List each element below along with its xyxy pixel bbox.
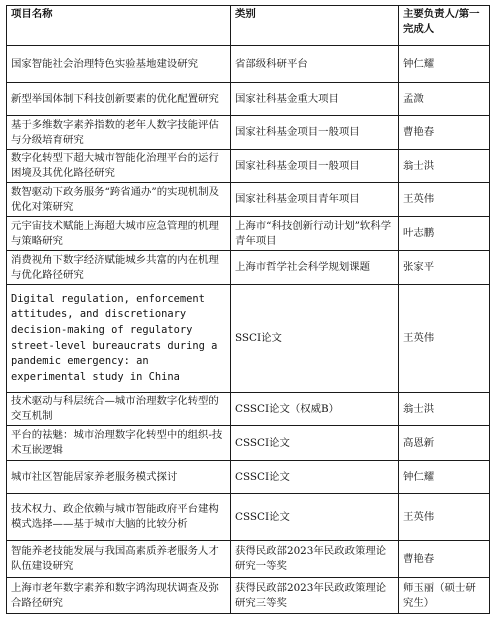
table-row	[7, 116, 490, 150]
cell-category: SSCI论文	[231, 285, 399, 393]
cell-category: 国家社科基金重大项目	[231, 83, 399, 116]
table-row	[7, 461, 490, 494]
cell-lead: 王英伟	[399, 183, 490, 217]
header-project-name: 项目名称	[7, 6, 231, 46]
cell-lead: 翁士洪	[399, 393, 490, 426]
header-category: 类别	[231, 6, 399, 46]
table-row	[7, 285, 490, 393]
cell-category: 省部级科研平台	[231, 46, 399, 83]
cell-lead: 曹艳春	[399, 541, 490, 578]
cell-project-name: 消费视角下数字经济赋能城乡共富的内在机理与优化路径研究	[7, 251, 231, 285]
cell-category: 国家社科基金项目一般项目	[231, 150, 399, 183]
cell-project-name: Digital regulation, enforcement attitudes, and discretionary decision-making of regulatory street-level bureaucrats during a pandemic emergency: an experimental study in China	[7, 285, 231, 393]
cell-lead: 钟仁耀	[399, 461, 490, 494]
cell-project-name: 上海市老年数字素养和数字鸿沟现状调查及弥合路径研究	[7, 578, 231, 614]
table-row	[7, 46, 490, 83]
cell-lead: 师玉丽（硕士研究生）	[399, 578, 490, 614]
table-row	[7, 393, 490, 426]
cell-project-name: 数智驱动下政务服务“跨省通办”的实现机制及优化对策研究	[7, 183, 231, 217]
table-row	[7, 578, 490, 614]
table-row	[7, 183, 490, 217]
cell-project-name: 元宇宙技术赋能上海超大城市应急管理的机理与策略研究	[7, 217, 231, 251]
table-row	[7, 251, 490, 285]
cell-lead: 王英伟	[399, 494, 490, 541]
cell-lead: 钟仁耀	[399, 46, 490, 83]
cell-category: 获得民政部2023年民政政策理论研究三等奖	[231, 578, 399, 614]
table-row	[7, 150, 490, 183]
cell-lead: 曹艳春	[399, 116, 490, 150]
cell-category: CSSCI论文	[231, 461, 399, 494]
cell-project-name: 新型举国体制下科技创新要素的优化配置研究	[7, 83, 231, 116]
table-row	[7, 426, 490, 461]
cell-project-name: 智能养老技能发展与我国高素质养老服务人才队伍建设研究	[7, 541, 231, 578]
cell-project-name: 城市社区智能居家养老服务模式探讨	[7, 461, 231, 494]
cell-project-name: 国家智能社会治理特色实验基地建设研究	[7, 46, 231, 83]
table-row	[7, 217, 490, 251]
cell-category: 上海市哲学社会科学规划课题	[231, 251, 399, 285]
cell-lead: 高恩新	[399, 426, 490, 461]
cell-project-name: 技术驱动与科层统合—城市治理数字化转型的交互机制	[7, 393, 231, 426]
cell-lead: 叶志鹏	[399, 217, 490, 251]
table-row	[7, 83, 490, 116]
cell-category: 获得民政部2023年民政政策理论研究一等奖	[231, 541, 399, 578]
table-header-row	[7, 6, 490, 46]
cell-lead: 王英伟	[399, 285, 490, 393]
cell-category: 国家社科基金项目一般项目	[231, 116, 399, 150]
cell-category: CSSCI论文（权威B）	[231, 393, 399, 426]
table-row	[7, 494, 490, 541]
cell-lead: 张家平	[399, 251, 490, 285]
header-lead: 主要负责人/第一完成人	[399, 6, 490, 46]
cell-project-name: 技术权力、政企依赖与城市智能政府平台建构模式选择——基于城市大脑的比较分析	[7, 494, 231, 541]
cell-category: CSSCI论文	[231, 494, 399, 541]
project-table	[6, 5, 490, 614]
cell-lead: 翁士洪	[399, 150, 490, 183]
cell-lead: 孟溦	[399, 83, 490, 116]
cell-category: 国家社科基金项目青年项目	[231, 183, 399, 217]
table-row	[7, 541, 490, 578]
cell-project-name: 平台的祛魅：城市治理数字化转型中的组织-技术互嵌逻辑	[7, 426, 231, 461]
cell-category: CSSCI论文	[231, 426, 399, 461]
project-table-sheet	[6, 5, 489, 614]
cell-project-name: 基于多维数字素养指数的老年人数字技能评估与分级培育研究	[7, 116, 231, 150]
cell-project-name: 数字化转型下超大城市智能化治理平台的运行困境及其优化路径研究	[7, 150, 231, 183]
cell-category: 上海市“科技创新行动计划”软科学青年项目	[231, 217, 399, 251]
